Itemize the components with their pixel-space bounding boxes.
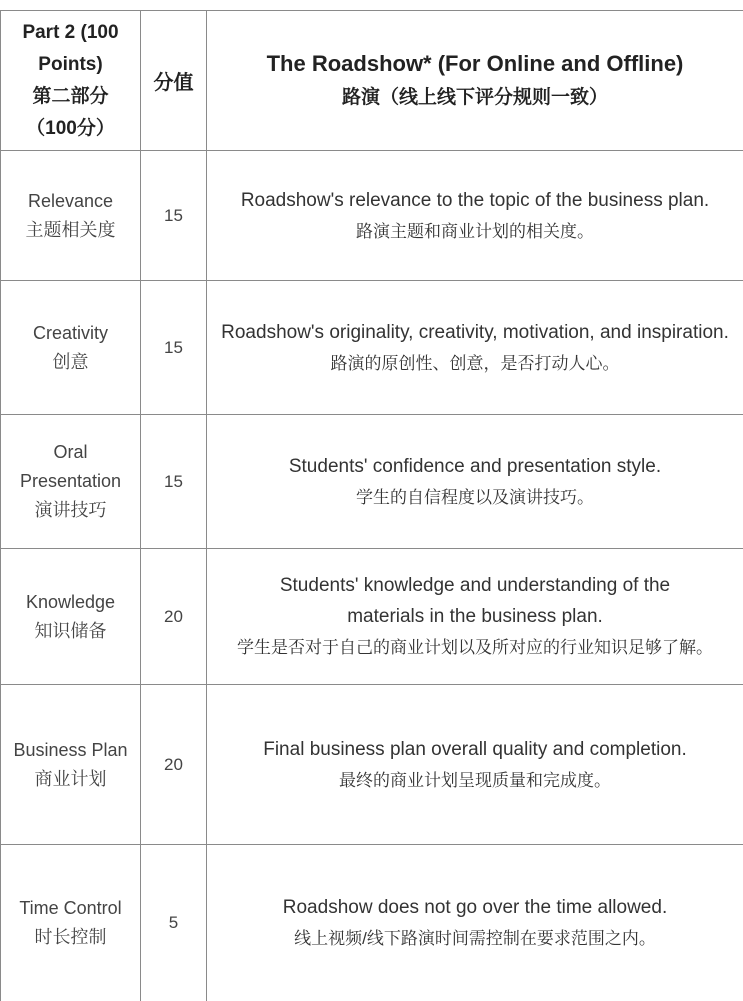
table-row xyxy=(1,549,743,685)
criterion-en: Relevance xyxy=(5,187,136,216)
points-cell: 20 xyxy=(141,549,207,685)
criterion-zh: 知识储备 xyxy=(5,617,136,646)
points-cell: 15 xyxy=(141,415,207,549)
description-en: Final business plan overall quality and completion. xyxy=(217,734,733,765)
criterion-en: Time Control xyxy=(5,894,136,923)
description-zh: 学生是否对于自己的商业计划以及所对应的行业知识足够了解。 xyxy=(217,632,733,663)
points-cell: 20 xyxy=(141,685,207,845)
part-line-2: Points) xyxy=(5,49,136,81)
points-cell: 15 xyxy=(141,151,207,281)
criterion-en-2: Presentation xyxy=(5,467,136,496)
description-zh: 路演主题和商业计划的相关度。 xyxy=(217,216,733,247)
description-cell xyxy=(207,415,743,549)
description-cell xyxy=(207,549,743,685)
criterion-cell xyxy=(1,281,141,415)
criterion-en: Knowledge xyxy=(5,588,136,617)
description-zh: 路演的原创性、创意，是否打动人心。 xyxy=(217,348,733,379)
points-cell: 15 xyxy=(141,281,207,415)
criterion-cell xyxy=(1,151,141,281)
criterion-zh: 商业计划 xyxy=(5,765,136,794)
criterion-zh: 时长控制 xyxy=(5,923,136,952)
criterion-zh: 演讲技巧 xyxy=(5,496,136,525)
table-row xyxy=(1,845,743,1001)
description-en: Roadshow does not go over the time allowed. xyxy=(217,892,733,923)
description-en: Students' confidence and presentation style. xyxy=(217,451,733,482)
criterion-en: Oral xyxy=(5,438,136,467)
description-en: Students' knowledge and understanding of the materials in the business plan. xyxy=(217,570,733,632)
description-zh: 最终的商业计划呈现质量和完成度。 xyxy=(217,765,733,796)
criterion-cell xyxy=(1,685,141,845)
criterion-cell xyxy=(1,415,141,549)
description-zh: 学生的自信程度以及演讲技巧。 xyxy=(217,482,733,513)
part-line-3: 第二部分 xyxy=(5,81,136,113)
criterion-cell xyxy=(1,845,141,1001)
criterion-en: Business Plan xyxy=(5,736,136,765)
description-en: Roadshow's originality, creativity, motivation, and inspiration. xyxy=(217,317,733,348)
table-row xyxy=(1,415,743,549)
title-en: The Roadshow* (For Online and Offline) xyxy=(211,47,739,81)
criterion-zh: 创意 xyxy=(5,348,136,377)
table-row xyxy=(1,281,743,415)
header-row xyxy=(1,11,743,151)
table-row xyxy=(1,151,743,281)
criterion-zh: 主题相关度 xyxy=(5,216,136,245)
table-row xyxy=(1,685,743,845)
description-zh: 线上视频/线下路演时间需控制在要求范围之内。 xyxy=(217,923,733,954)
description-en: Roadshow's relevance to the topic of the business plan. xyxy=(217,185,733,216)
part-line-4: （100分） xyxy=(5,113,136,145)
title-zh: 路演（线上线下评分规则一致） xyxy=(211,81,739,115)
description-cell xyxy=(207,845,743,1001)
criterion-cell xyxy=(1,549,141,685)
scoring-table xyxy=(0,10,743,1001)
description-cell xyxy=(207,685,743,845)
header-points-cell xyxy=(141,11,207,151)
header-title-cell xyxy=(207,11,743,151)
header-part-cell xyxy=(1,11,141,151)
description-cell xyxy=(207,281,743,415)
criterion-en: Creativity xyxy=(5,319,136,348)
points-header-label: 分值 xyxy=(154,72,194,94)
part-line-1: Part 2 (100 xyxy=(5,17,136,49)
points-cell: 5 xyxy=(141,845,207,1001)
description-cell xyxy=(207,151,743,281)
